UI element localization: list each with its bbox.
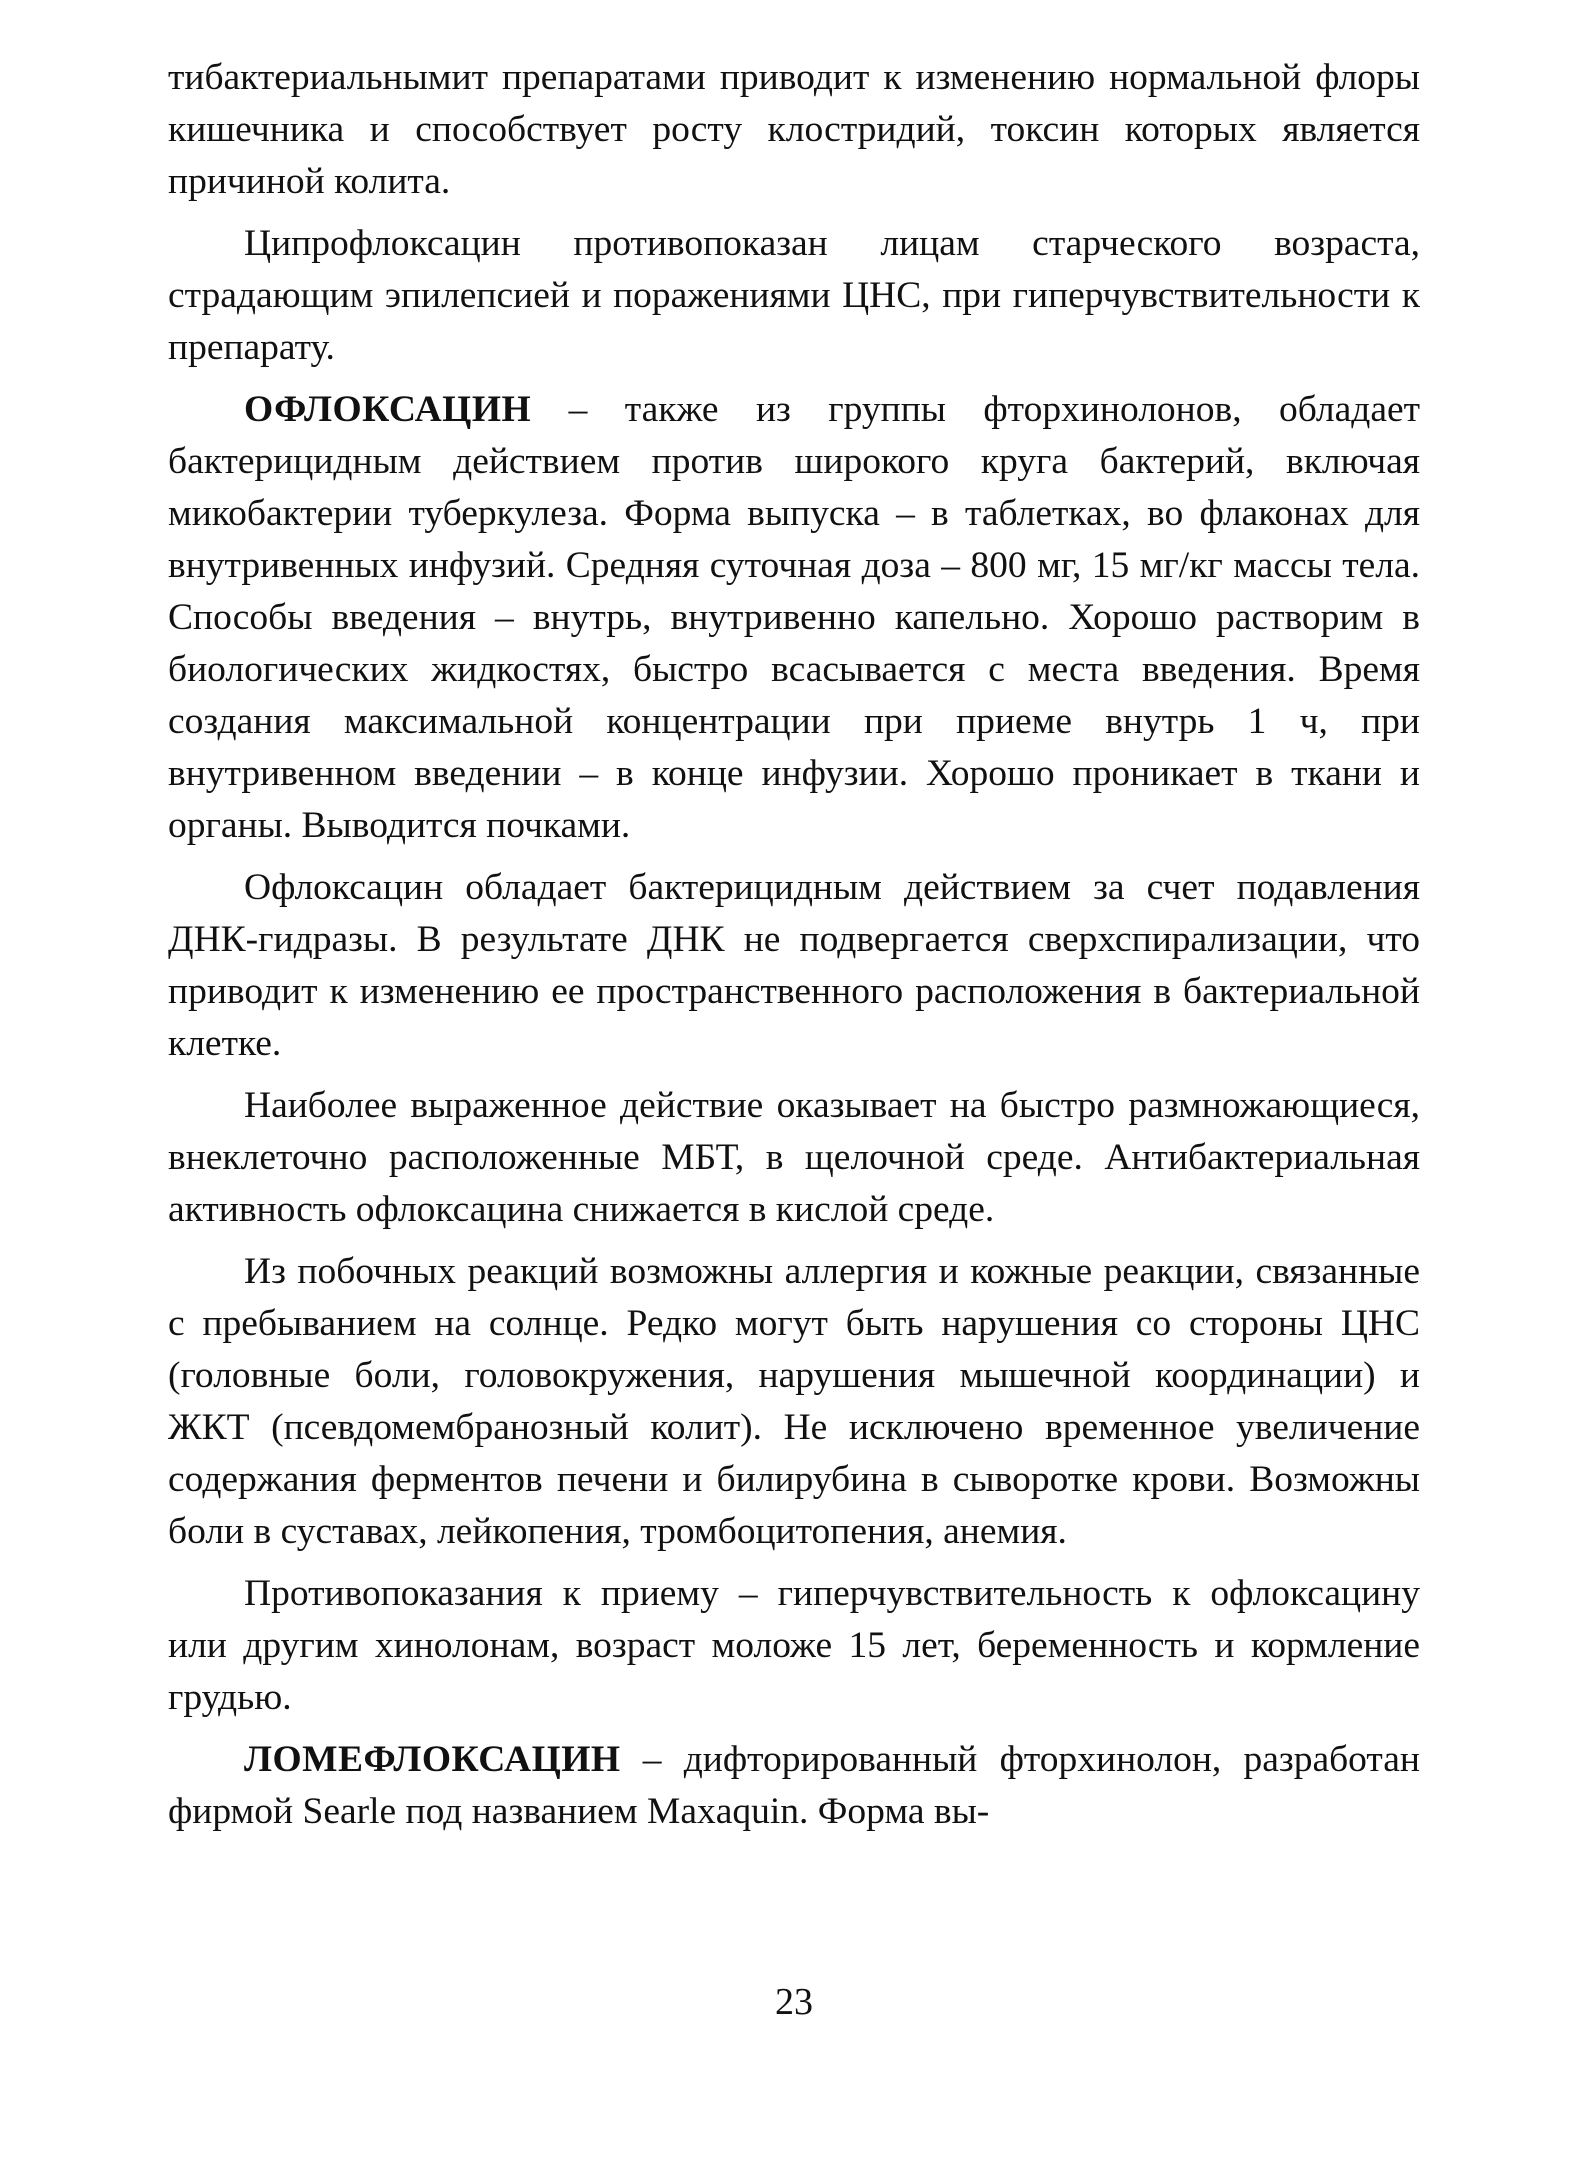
paragraph-ofloxacin-mechanism: [168, 862, 1420, 1070]
page-number: 23: [775, 1981, 813, 2023]
document-body: [168, 52, 1420, 1838]
paragraph-ciprofloxacin-continuation: [168, 52, 1420, 208]
document-page: [168, 52, 1420, 2122]
paragraph-text: Противопоказания к приему – гиперчувствительность к офлоксацину или другим хинолонам, возраст моложе 15 лет, беременность и кормление грудью.: [168, 1573, 1420, 1718]
paragraph-text: Наиболее выраженное действие оказывает на быстро размножающиеся, внеклеточно расположенные МБТ, в щелочной среде. Антибактериальная активность офлоксацина снижается в кислой среде.: [168, 1085, 1420, 1230]
paragraph-ofloxacin-side-effects: [168, 1246, 1420, 1558]
paragraph-ofloxacin-activity: [168, 1080, 1420, 1236]
paragraph-text: Из побочных реакций возможны аллергия и кожные реакции, связанные с пребыванием на солнце. Редко могут быть нарушения со стороны ЦНС (головные боли, головокружения, нарушения мышечной координации) и ЖКТ (псевдомембранозный колит). Не исключено временное увеличение содержания ферментов печени и билирубина в сыворотке крови. Возможны боли в суставах, лейкопения, тромбоцитопения, анемия.: [168, 1251, 1420, 1552]
paragraph-text: тибактериальнымит препаратами приводит к изменению нормальной флоры кишечника и способствует росту клостридий, токсин которых является причиной колита.: [168, 57, 1420, 202]
paragraph-text: Офлоксацин обладает бактерицидным действием за счет подавления ДНК-гидразы. В результате ДНК не подвергается сверхспирализации, что приводит к изменению ее пространственного расположения в бактериальной клетке.: [168, 867, 1420, 1064]
paragraph-text: – дифторированный фторхинолон, разработан фирмой Searle под названием Maxaquin. Форма вы-: [168, 1739, 1420, 1832]
paragraph-ofloxacin-intro: [168, 384, 1420, 852]
paragraph-ofloxacin-contraindications: [168, 1568, 1420, 1724]
paragraph-text: Ципрофлоксацин противопоказан лицам старческого возраста, страдающим эпилепсией и поражениями ЦНС, при гиперчувствительности к препарату.: [168, 223, 1420, 368]
paragraph-text: – также из группы фторхинолонов, обладает бактерицидным действием против широкого круга бактерий, включая микобактерии туберкулеза. Форма выпуска – в таблетках, во флаконах для внутривенных инфузий. Средняя суточная доза – 800 мг, 15 мг/кг массы тела. Способы введения – внутрь, внутривенно капельно. Хорошо растворим в биологических жидкостях, быстро всасывается с места введения. Время создания максимальной концентрации при приеме внутрь 1 ч, при внутривенном введении – в конце инфузии. Хорошо проникает в ткани и органы. Выводится почками.: [168, 389, 1420, 846]
paragraph-lomefloxacin-intro: [168, 1734, 1420, 1838]
paragraph-ciprofloxacin-contraindications: [168, 218, 1420, 374]
drug-term-lomefloxacin: ЛОМЕФЛОКСАЦИН: [244, 1739, 621, 1780]
drug-term-ofloxacin: ОФЛОКСАЦИН: [244, 389, 532, 430]
